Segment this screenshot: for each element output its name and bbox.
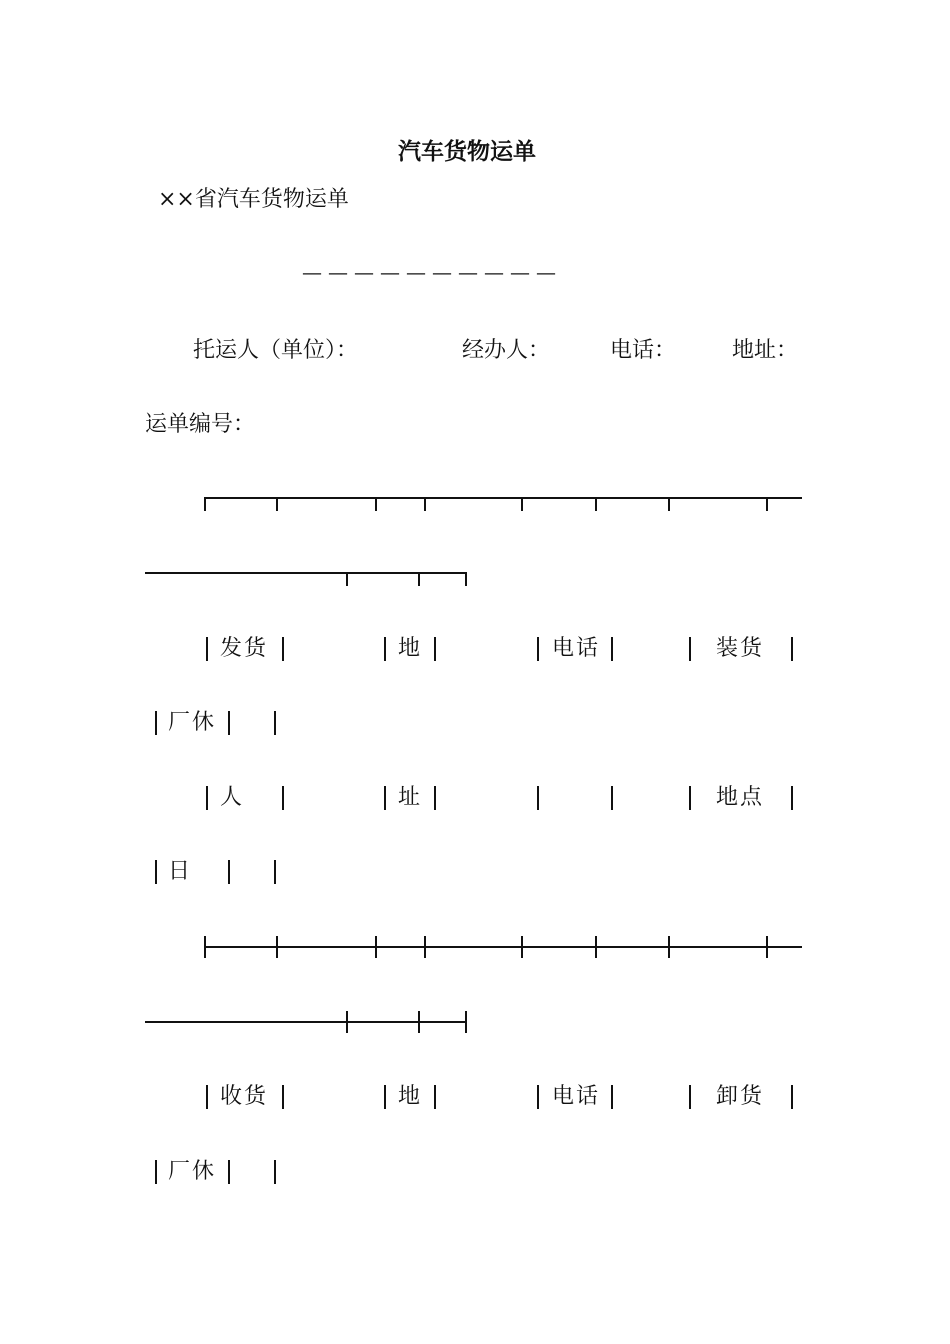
cell-loading-label: 装货 xyxy=(716,636,765,661)
cell-unloading-label: 卸货 xyxy=(716,1084,765,1109)
cell-address-label: 地 xyxy=(398,636,423,661)
address-label: 地址： xyxy=(732,338,799,363)
document-title: 汽车货物运单 xyxy=(398,138,536,165)
cell-location-label: 地点 xyxy=(716,785,765,810)
document-subtitle: ××省汽车货物运单 xyxy=(158,187,349,212)
cell-shipper-label: 发货 xyxy=(220,636,269,661)
cell-factory-holiday-label: 厂休 xyxy=(168,1159,217,1184)
cell-day-label: 日 xyxy=(168,859,193,884)
cell-person-label: 人 xyxy=(220,785,245,810)
phone-label: 电话： xyxy=(610,338,677,363)
agent-label: 经办人： xyxy=(462,338,551,363)
cell-address-suffix-label: 址 xyxy=(398,785,423,810)
cell-consignee-label: 收货 xyxy=(220,1084,269,1109)
shipper-label: 托运人（单位）： xyxy=(193,338,359,363)
separator-line: —————————— xyxy=(302,260,562,284)
cell-factory-holiday-label: 厂休 xyxy=(168,710,217,735)
cell-address-label: 地 xyxy=(398,1084,423,1109)
cell-phone-label: 电话 xyxy=(552,636,601,661)
cell-phone-label: 电话 xyxy=(552,1084,601,1109)
waybill-number-label: 运单编号： xyxy=(145,412,256,437)
